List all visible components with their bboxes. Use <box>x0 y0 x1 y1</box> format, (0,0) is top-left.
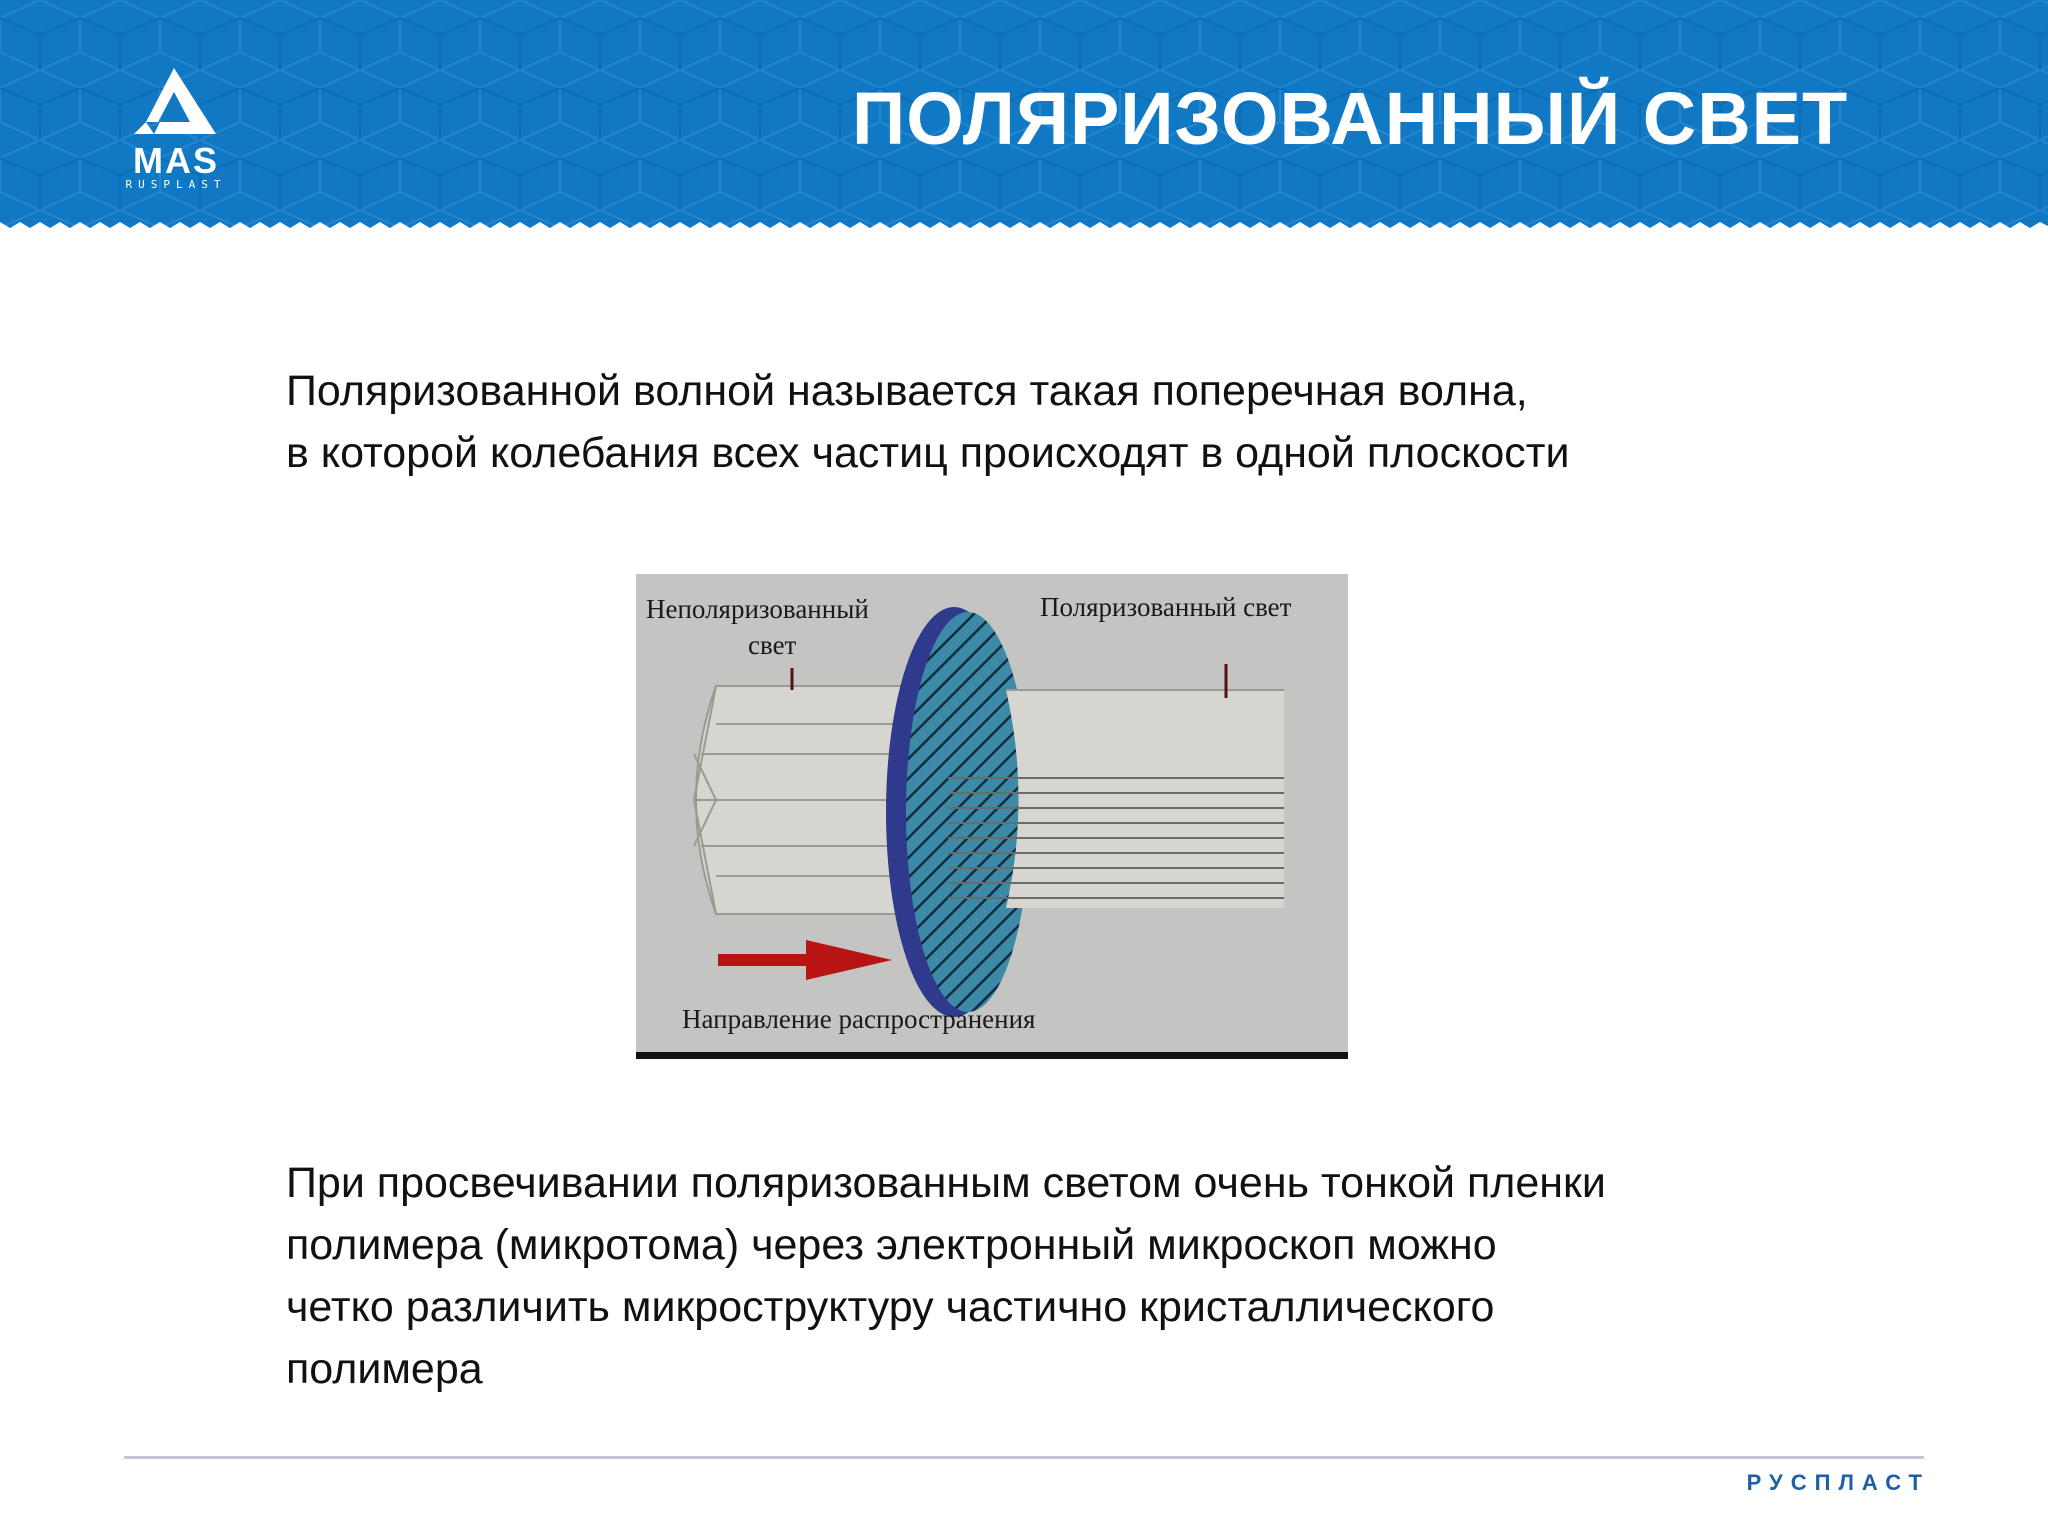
polarizer-filter <box>906 612 1030 1012</box>
figure-bottom-bar <box>636 1052 1348 1059</box>
body-line: четко различить микроструктуру частично кристаллического <box>286 1283 1495 1331</box>
logo-name: MAS <box>133 140 219 181</box>
logo-subtitle: RUSPLAST <box>125 178 227 191</box>
body-paragraph <box>286 1152 1786 1400</box>
intro-line: Поляризованной волной называется такая поперечная волна, <box>286 367 1528 415</box>
polarization-figure <box>636 574 1348 1059</box>
footer-divider <box>124 1456 1924 1459</box>
body-line: При просвечивании поляризованным светом очень тонкой пленки <box>286 1159 1606 1207</box>
logo-triangle-icon <box>116 64 226 138</box>
intro-line: в которой колебания всех частиц происходят в одной плоскости <box>286 429 1570 477</box>
page-title: ПОЛЯРИЗОВАННЫЙ СВЕТ <box>852 77 1849 160</box>
label-direction: Направление распространения <box>682 1004 1036 1034</box>
body-line: полимера <box>286 1345 483 1393</box>
company-logo <box>106 64 236 194</box>
label-unpolarized-line2: свет <box>748 630 797 660</box>
body-line: полимера (микротома) через электронный микроскоп можно <box>286 1221 1497 1269</box>
label-polarized: Поляризованный свет <box>1040 592 1292 622</box>
header-banner <box>0 0 2048 232</box>
label-unpolarized-line1: Неполяризованный <box>646 594 869 624</box>
footer-brand: РУСПЛАСТ <box>1746 1470 1930 1495</box>
polarization-diagram <box>636 574 1348 1059</box>
intro-paragraph <box>286 360 1786 484</box>
